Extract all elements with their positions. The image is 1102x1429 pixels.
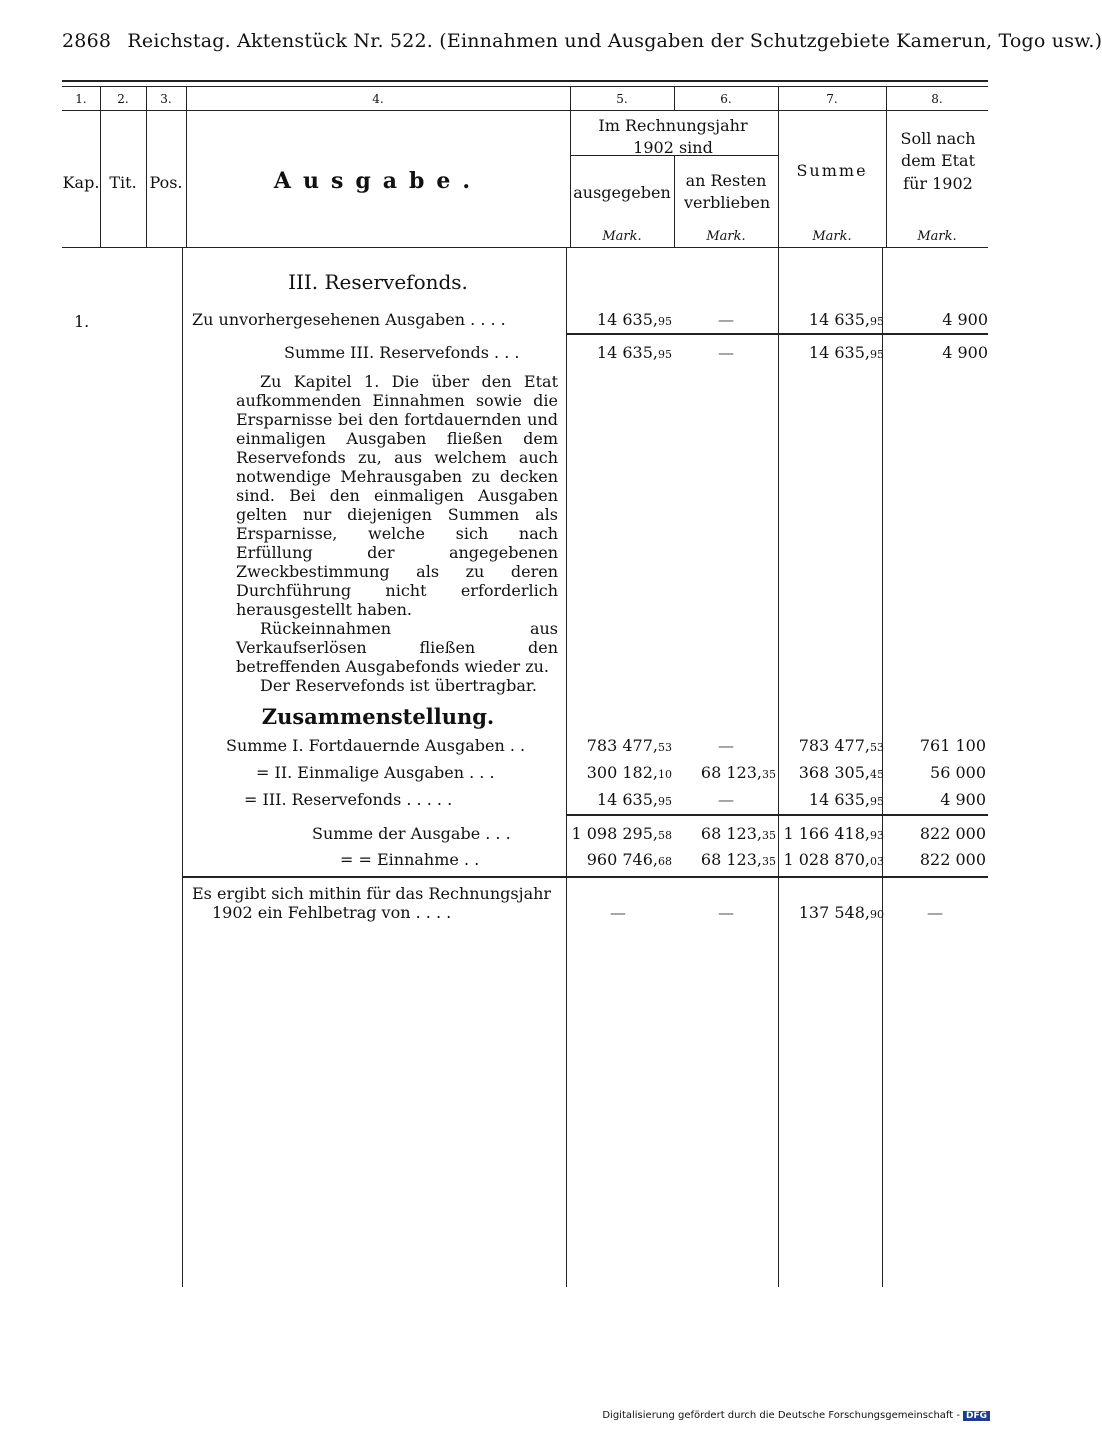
summary-row-label: = II. Einmalige Ausgaben . . . [256,763,495,782]
summary-value-ausgegeben: 300 182,10 [586,763,672,782]
summary-value-summe: 368 305,45 [798,763,884,782]
deficit-value-soll: — [927,903,943,922]
row-value-resten: — [718,310,734,329]
footnote-paragraph-2: Rückeinnahmen aus Verkaufserlösen fließen den betreffenden Ausgabefonds wieder zu. [236,619,558,676]
summary-value-summe: 1 028 870,03 [783,850,884,869]
deficit-label-line1: Es ergibt sich mithin für das Rechnungsjahr [192,884,552,903]
sum-label: Summe III. Reservefonds . . . [284,343,520,362]
ausgegeben-header: ausgegeben [573,183,671,202]
kap-header: Kap. [62,173,100,192]
deficit-value-resten: — [718,903,734,922]
colnum-4: 4. [372,92,384,106]
colnum-7: 7. [826,92,838,106]
soll-header: Soll nach dem Etat für 1902 [900,129,976,193]
summary-value-soll: 761 100 [919,736,986,755]
summary-value-soll: 822 000 [919,824,986,843]
summary-value-soll: 4 900 [940,790,986,809]
sum-value-ausgegeben: 14 635,95 [596,343,672,362]
group-header: Im Rechnungsjahr 1902 sind [598,116,748,158]
footnote-block [236,372,558,695]
colnum-5: 5. [616,92,628,106]
page-title: Reichstag. Aktenstück Nr. 522. (Einnahmen und Ausgaben der Schutzgebiete Kamerun, Togo usw.) [127,30,1102,52]
dfg-logo: DFG [963,1411,990,1421]
summary-row-label: Summe der Ausgabe . . . [312,824,511,843]
mark-label-7: Mark. [812,229,852,244]
kap-number: 1. [74,312,90,331]
summary-value-resten: 68 123,35 [700,824,776,843]
summary-value-summe: 783 477,53 [798,736,884,755]
page-header [62,30,1102,52]
sum-value-resten: — [718,343,734,362]
summary-row-label: = III. Reservefonds . . . . . [244,790,453,809]
summary-value-resten: — [718,790,734,809]
row-value-ausgegeben: 14 635,95 [596,310,672,329]
mark-label-8: Mark. [917,229,957,244]
mark-label-5: Mark. [602,229,642,244]
pos-header: Pos. [149,173,183,192]
summary-value-resten: 68 123,35 [700,763,776,782]
summary-value-summe: 1 166 418,93 [783,824,884,843]
footnote-paragraph-1: Zu Kapitel 1. Die über den Etat aufkommenden Einnahmen sowie die Ersparnisse bei den fortdauernden und einmaligen Ausgaben fließen dem Reservefonds zu, aus welchem auch notwendige Mehrausgaben zu decken sind. Bei den einmaligen Ausgaben gelten nur diejenigen Summen als Ersparnisse, welche sich nach Erfüllung der angegebenen Zweckbestimmung als zu deren Durchführung nicht erforderlich herausgestellt haben. [236,372,558,619]
summary-value-resten: — [718,736,734,755]
summary-value-summe: 14 635,95 [808,790,884,809]
row-value-summe: 14 635,95 [808,310,884,329]
sum-value-soll: 4 900 [942,343,988,362]
summary-value-soll: 822 000 [919,850,986,869]
summary-row-label: Summe I. Fortdauernde Ausgaben . . [226,736,526,755]
deficit-value-ausgegeben: — [610,903,626,922]
sum-value-summe: 14 635,95 [808,343,884,362]
summary-value-ausgegeben: 14 635,95 [596,790,672,809]
row-label: Zu unvorhergesehenen Ausgaben . . . . [192,310,506,329]
summary-value-soll: 56 000 [930,763,986,782]
section-title-reservefonds: III. Reservefonds. [288,270,468,294]
footer-text: Digitalisierung gefördert durch die Deutsche Forschungsgemeinschaft - [602,1410,960,1421]
summary-value-ausgegeben: 960 746,68 [586,850,672,869]
summary-value-ausgegeben: 1 098 295,58 [571,824,672,843]
mark-label-6: Mark. [706,229,746,244]
summe-header: Summe [796,161,868,180]
tit-header: Tit. [109,173,137,192]
colnum-2: 2. [117,92,129,106]
colnum-3: 3. [160,92,172,106]
page-number: 2868 [62,30,112,52]
colnum-8: 8. [931,92,943,106]
deficit-value-summe: 137 548,90 [798,903,884,922]
colnum-6: 6. [720,92,732,106]
colnum-1: 1. [75,92,87,106]
summary-row-label: = = Einnahme . . [340,850,480,869]
section-title-zusammenstellung: Zusammenstellung. [261,704,495,729]
summary-value-resten: 68 123,35 [700,850,776,869]
ausgabe-header: Ausgabe. [273,168,483,194]
summary-value-ausgegeben: 783 477,53 [586,736,672,755]
resten-header: an Resten verblieben [684,171,771,213]
row-value-soll: 4 900 [942,310,988,329]
digitization-footer [602,1410,990,1421]
footnote-paragraph-3: Der Reservefonds ist übertragbar. [260,676,537,695]
deficit-label-line2: 1902 ein Fehlbetrag von . . . . [212,903,452,922]
